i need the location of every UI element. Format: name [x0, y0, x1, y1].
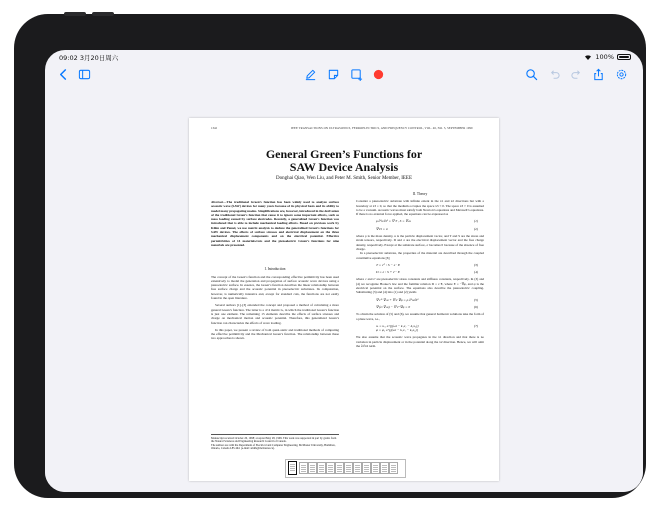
page-thumbnail[interactable]	[380, 462, 389, 474]
redo-icon[interactable]	[568, 66, 584, 82]
equation-3-number: (3)	[473, 262, 478, 267]
equation-7-number: (7)	[473, 323, 478, 328]
page-thumbnail[interactable]	[317, 462, 326, 474]
equation-4	[376, 270, 478, 274]
right-column	[356, 192, 484, 348]
sidebar-icon[interactable]	[76, 66, 92, 82]
thumbnail-strip[interactable]	[285, 459, 406, 478]
theory-paragraph-4: where c and εˢ are piezoelectric stress constants and stiffness constants, respectively. In (3) and (4) we recognize Hooke’s law and the familiar relation D = ε·E, where E = −∇φ, and φ is the electrical potential on the surface. The equations also describe the piezoelectric coupling. Substituting (3) and (4) into (1) and (2) yields	[356, 277, 484, 295]
equation-2	[376, 227, 478, 231]
status-date: 3月20日周六	[79, 54, 119, 62]
pen-icon[interactable]	[302, 66, 318, 82]
intro-paragraph-2: Several authors [1]–[3] extended the concept and proposed a method of calculating a more general Green’s function. The latter is a 4×4 matrix G, in which the traditional Green’s function is just one element. The remaining 15 elements describe the effects of surface stresses and charge on mechanical motion and acoustic potential. Therefore, this generalized Green’s function can characterize the effects of wave loading.	[211, 303, 339, 325]
equation-6-body: ∇·(e:∇ₛu) − ∇·εˢ·∇φ = 0	[376, 304, 411, 309]
record-icon[interactable]	[370, 66, 386, 82]
theory-paragraph-6: We also assume that the acoustic wave propagates in the x1 direction and that there is no variation in particle displacement or in the potential along the x2 direction. Hence, we will omit the ∂/∂x2 term.	[356, 335, 484, 349]
left-column	[211, 192, 339, 341]
equation-6-number: (6)	[473, 304, 478, 309]
title-line-2: SAW Device Analysis	[289, 160, 399, 174]
page-thumbnail[interactable]	[344, 462, 353, 474]
share-icon[interactable]	[590, 66, 606, 82]
settings-icon[interactable]	[613, 66, 629, 82]
intro-paragraph-3: In this paper, we present a review of both quasi-static and traditional methods of computing the effective permittivity and the Mechanical Green’s function. The relationship between these two approaches is shown.	[211, 327, 339, 341]
page-thumbnail[interactable]	[308, 462, 317, 474]
crop-icon[interactable]	[348, 66, 364, 82]
markup-icon[interactable]	[325, 66, 341, 82]
pdf-page[interactable]	[189, 118, 499, 481]
theory-heading: II. Theory	[412, 192, 428, 196]
battery-icon	[617, 54, 631, 60]
volume-button	[64, 12, 86, 16]
page-thumbnail[interactable]	[288, 461, 297, 475]
theory-paragraph-3: In a piezoelectric substrate, the properties of the material are described through the coupled constitutive equations [6]	[356, 251, 484, 260]
intro-paragraph-1: The concept of the Green’s function and the corresponding effective permittivity has been used extensively to model the generation and propagation of surface acoustic wave devices using a piezoelectric surface. In essence, the Green’s function describes the linear relationship between free surface charge and the acoustic potential in piezoelectric substrates. Its computation, however, is numerically intensive and, except for standard cuts, the functions are not easily found in the open literature.	[211, 274, 339, 301]
equation-3-body: T = cᴱ : S − e · E	[376, 262, 401, 267]
theory-paragraph-5: To obtain the solution of (5) and (6), we assume that general harmonic solutions take the form of a plane wave, i.e.,	[356, 312, 484, 321]
status-right	[584, 53, 631, 61]
footnote-1: Manuscript received October 20, 1998; accepted May 28, 1999. This work was supported in part by grants from the Natural Sciences and Engineering Research Council of Canada.	[211, 437, 337, 444]
equation-7-body	[376, 324, 419, 333]
equation-5-body: ∇·cᴱ·∇ₛu + ∇·e·∇φ = ρ ∂²u/∂t²	[376, 297, 419, 302]
footnotes	[211, 434, 339, 451]
equation-5	[376, 298, 478, 302]
paper-authors: Donghai Qiao, Wen Liu, and Peter M. Smith, Senior Member, IEEE	[275, 176, 413, 181]
back-chevron-icon[interactable]	[55, 66, 71, 82]
equation-7a: uᵢ = uᵢ₀ e^{j(ωt − k₁x₁ − k₃x₃)}	[376, 323, 419, 328]
page-thumbnail[interactable]	[362, 462, 371, 474]
equation-4-body: D = e : S + εˢ · E	[376, 270, 400, 275]
equation-7b: φ = φ₀ e^{j(ωt − k₁x₁ − k₃x₃)}	[376, 328, 418, 333]
page-thumbnail[interactable]	[326, 462, 335, 474]
page-thumbnail[interactable]	[299, 462, 308, 474]
footnote-2: The authors are with the Department of Electrical and Computer Engineering, McMaster University, Hamilton, Ontario, Canada L8S 4K1 (e-mail: smith@mcmaster.ca).	[211, 443, 336, 451]
volume-button-2	[92, 12, 114, 16]
equation-2-body: ∇·D = σ	[376, 226, 388, 231]
screen	[45, 50, 643, 492]
theory-paragraph-2: where ρ is the mass density, u is the particle displacement vector, and T and S are the stress and strain tensors, respectively. D and σ are the electrical displacement vector and the free charge density, respectively. Except at the substrate surface, σ becomes 0 because of the absence of free charge.	[356, 234, 484, 251]
equation-2-number: (2)	[473, 226, 478, 231]
toolbar	[45, 64, 643, 86]
status-bar	[45, 50, 643, 64]
equation-6	[376, 305, 478, 309]
document-viewer[interactable]	[45, 86, 643, 492]
wifi-icon	[584, 54, 592, 60]
page-thumbnail[interactable]	[335, 462, 344, 474]
page-thumbnail[interactable]	[389, 462, 398, 474]
status-time	[59, 53, 118, 62]
page-thumbnail[interactable]	[353, 462, 362, 474]
theory-paragraph-1: Consider a piezoelectric substrate with infinite extent in the x1 and x2 directions but with a boundary at x3 = 0, so that the medium occupies the space x3 < 0. The space x3 > 0 is assumed to be a vacuum. Acoustic waves must satisfy both Newton’s equations and Maxwell’s equations. If there is no external force applied, the equations can be expressed as	[356, 199, 484, 217]
equation-5-number: (5)	[473, 297, 478, 302]
battery-percent: 100%	[595, 53, 614, 61]
search-icon[interactable]	[523, 66, 539, 82]
equation-1-body: ρ ∂²u/∂t² = ∇·T , S = ∇ₛu	[376, 219, 411, 224]
tablet-frame	[14, 14, 646, 498]
journal-header: IEEE TRANSACTIONS ON ULTRASONICS, FERROELECTRICS, AND FREQUENCY CONTROL, VOL. 46, NO. 5, SEPTEMBER 1999	[291, 126, 473, 130]
equation-1	[376, 219, 478, 223]
title-line-1: General Green’s Functions for	[265, 147, 423, 161]
status-clock: 09:02	[59, 54, 78, 62]
paper-title	[189, 148, 499, 174]
equation-4-number: (4)	[473, 270, 478, 275]
abstract: Abstract—The traditional Green’s function has been widely used to analyze surface acoustic wave (SAW) devices for many years because of its physical basis and its ability to model many propagating modes. Simplifications are, however, introduced in the derivation of the traditional Green’s function that cause it to ignore some important effects, such as mass loading caused by surface electrodes. Recently, a generalized Green’s function was introduced that is able to include mechanical loading effects. Based on previous work by Kühn and Pamel, we use matrix analysis to deduce the generalized Green’s functions for SAW devices. The effects of surface stresses and electrical displacement on the three mechanical displacement components and on the electrical potential. Effective permittivities of 14 materials/cuts and the piezoelectric Green’s functions for nine materials are presented.	[211, 200, 339, 247]
page-thumbnail[interactable]	[371, 462, 380, 474]
equation-7	[376, 324, 478, 333]
equation-1-number: (1)	[473, 219, 478, 224]
intro-heading: I. Introduction	[264, 267, 286, 272]
undo-icon[interactable]	[546, 66, 562, 82]
equation-3	[376, 263, 478, 267]
page-number: 1342	[211, 126, 217, 130]
